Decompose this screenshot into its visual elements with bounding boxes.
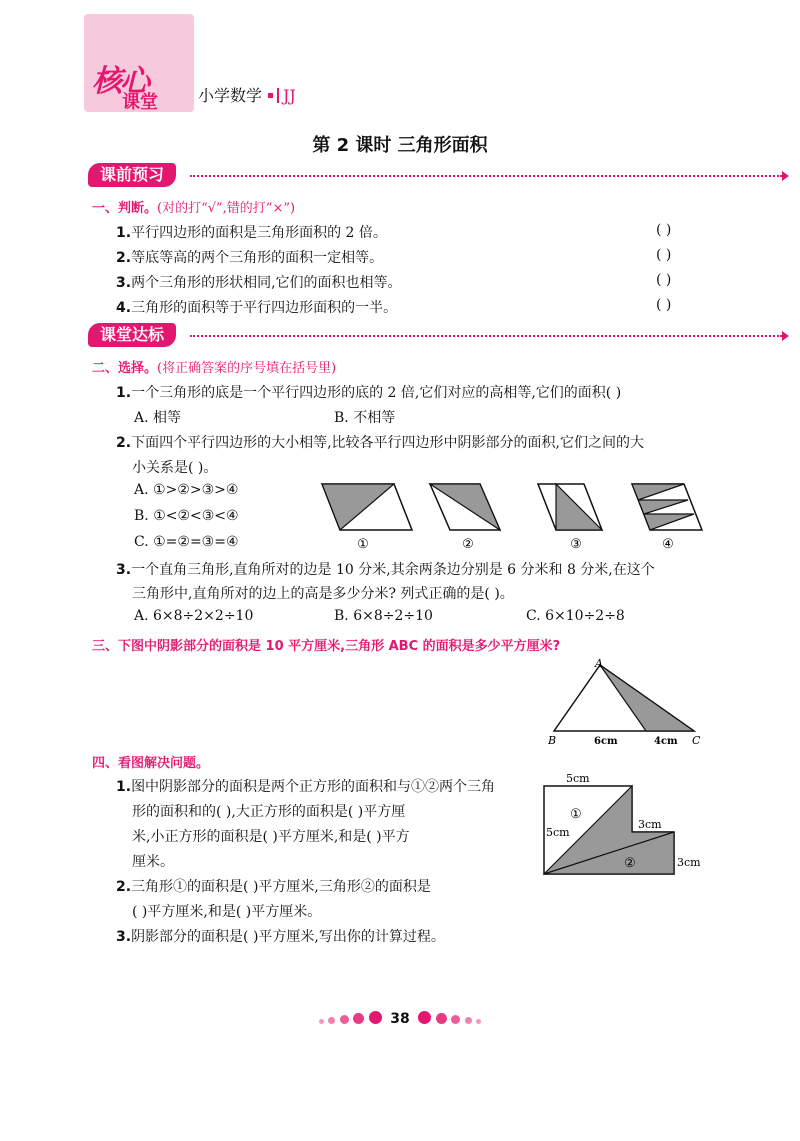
figure-label-2: ②	[462, 537, 474, 552]
vertex-a: A	[595, 657, 603, 670]
answer-blank[interactable]: ( )	[656, 222, 672, 238]
part4-heading: 四、看图解决问题。	[92, 756, 210, 771]
part1-item-3: 3.两个三角形的形状相同,它们的面积也相等。	[116, 275, 402, 291]
figure-3	[538, 484, 602, 552]
option-a[interactable]: A. 相等	[134, 410, 182, 426]
section-banner-practice: 课堂达标	[88, 323, 176, 347]
part1-heading-text: 一、判断。	[92, 201, 158, 216]
part4-q1-line4: 厘米。	[132, 854, 174, 870]
square-marker	[268, 93, 273, 98]
part2-q3-line2: 三角形中,直角所对的边上的高是多少分米? 列式正确的是( )。	[132, 586, 514, 602]
part4-q1-line2: 形的面积和的( ),大正方形的面积是( )平方厘	[132, 804, 406, 820]
part4-q2: 2.三角形①的面积是( )平方厘米,三角形②的面积是	[116, 879, 431, 895]
item-text: 两个三角形的形状相同,它们的面积也相等。	[131, 275, 402, 291]
banner-arrow-icon	[782, 171, 789, 181]
option-a[interactable]: A. 6×8÷2×2÷10	[134, 608, 254, 624]
part4-q1: 1.图中阴影部分的面积是两个正方形的面积和与①②两个三角	[116, 779, 496, 795]
page-title: 第 2 课时 三角形面积	[312, 135, 488, 156]
figure-1	[322, 484, 412, 552]
triangle-label-2: ②	[624, 856, 636, 871]
squares-figure	[540, 770, 710, 880]
part2-q3: 3.一个直角三角形,直角所对的边是 10 分米,其余两条边分别是 6 分米和 8 分米,在这个	[116, 562, 655, 578]
label-top-5cm: 5cm	[566, 772, 590, 785]
item-text: 阴影部分的面积是( )平方厘米,写出你的计算过程。	[131, 929, 445, 945]
part4-q1-line3: 米,小正方形的面积是( )平方厘米,和是( )平方	[132, 829, 410, 845]
part1-item-4: 4.三角形的面积等于平行四边形面积的一半。	[116, 300, 398, 316]
parallelogram-figures	[318, 478, 708, 552]
part1-item-1: 1.平行四边形的面积是三角形面积的 2 倍。	[116, 225, 387, 241]
figure-2	[430, 484, 500, 552]
banner-dotted-line	[190, 175, 782, 177]
page-number: 38	[390, 1011, 410, 1027]
part1-item-2: 2.等底等高的两个三角形的面积一定相等。	[116, 250, 384, 266]
label-small-top-3cm: 3cm	[638, 818, 662, 831]
option-b[interactable]: B. ①<②<③<④	[134, 508, 239, 524]
label-small-right-3cm: 3cm	[677, 856, 701, 869]
length-4cm: 4cm	[654, 736, 678, 747]
answer-blank[interactable]: ( )	[656, 247, 672, 263]
item-number: 3	[116, 275, 126, 291]
part2-heading-text: 二、选择。	[92, 361, 158, 376]
part2-heading	[92, 357, 336, 376]
answer-blank[interactable]: ( )	[656, 272, 672, 288]
item-text: 三角形的面积等于平行四边形面积的一半。	[131, 300, 398, 316]
item-text: 一个三角形的底是一个平行四边形的底的 2 倍,它们对应的高相等,它们的面积( )	[131, 385, 622, 401]
triangle-label-1: ①	[570, 807, 582, 822]
figure-label-4: ④	[662, 537, 674, 552]
item-number: 4	[116, 300, 126, 316]
item-number: 1	[116, 225, 126, 241]
vertex-c: C	[692, 734, 701, 747]
section-banner-preview: 课前预习	[88, 163, 176, 187]
option-c[interactable]: C. 6×10÷2÷8	[526, 608, 625, 624]
figure-label-1: ①	[357, 537, 369, 552]
logo-text-line1: 核心	[92, 64, 148, 99]
part1-hint: (对的打“√”,错的打“×”)	[157, 201, 296, 216]
length-6cm: 6cm	[594, 736, 618, 747]
edition-label: JJ	[283, 86, 296, 105]
part2-q2: 2.下面四个平行四边形的大小相等,比较各平行四边形中阴影部分的面积,它们之间的大	[116, 435, 644, 451]
part1-heading	[92, 197, 295, 216]
answer-blank[interactable]: ( )	[656, 297, 672, 313]
bar-marker	[277, 88, 279, 103]
figure-label-3: ③	[570, 537, 582, 552]
item-number: 2	[116, 250, 126, 266]
part4-q2-line2: ( )平方厘米,和是( )平方厘米。	[132, 904, 322, 920]
triangle-abc-figure	[540, 655, 710, 747]
banner-arrow-icon	[782, 331, 789, 341]
option-b[interactable]: B. 不相等	[334, 410, 396, 426]
item-number: 2	[116, 435, 126, 451]
option-c[interactable]: C. ①=②=③=④	[134, 534, 239, 550]
item-number: 1	[116, 385, 126, 401]
label-left-5cm: 5cm	[546, 826, 570, 839]
item-text: 下面四个平行四边形的大小相等,比较各平行四边形中阴影部分的面积,它们之间的大	[131, 435, 644, 451]
item-text: 一个直角三角形,直角所对的边是 10 分米,其余两条边分别是 6 分米和 8 分米,在这个	[131, 562, 655, 578]
banner-dotted-line	[190, 335, 782, 337]
part2-q1: 1.一个三角形的底是一个平行四边形的底的 2 倍,它们对应的高相等,它们的面积( )	[116, 385, 622, 401]
part2-q2-line2: 小关系是( )。	[132, 460, 218, 476]
page-number-footer	[0, 1011, 800, 1028]
item-text: 平行四边形的面积是三角形面积的 2 倍。	[131, 225, 387, 241]
part2-hint: (将正确答案的序号填在括号里)	[157, 361, 337, 376]
item-text: 图中阴影部分的面积是两个正方形的面积和与①②两个三角	[131, 779, 496, 795]
item-text: 等底等高的两个三角形的面积一定相等。	[131, 250, 384, 266]
option-a[interactable]: A. ①>②>③>④	[134, 482, 239, 498]
subject-label	[198, 83, 296, 106]
vertex-b: B	[548, 734, 557, 747]
item-number: 3	[116, 562, 126, 578]
subject-name: 小学数学	[198, 86, 263, 105]
figure-4	[632, 484, 702, 552]
logo-text-line2: 课堂	[122, 92, 158, 113]
option-b[interactable]: B. 6×8÷2÷10	[334, 608, 433, 624]
item-text: 三角形①的面积是( )平方厘米,三角形②的面积是	[131, 879, 431, 895]
part3-heading: 三、下图中阴影部分的面积是 10 平方厘米,三角形 ABC 的面积是多少平方厘米?	[92, 639, 561, 654]
part4-q3: 3.阴影部分的面积是( )平方厘米,写出你的计算过程。	[116, 929, 445, 945]
